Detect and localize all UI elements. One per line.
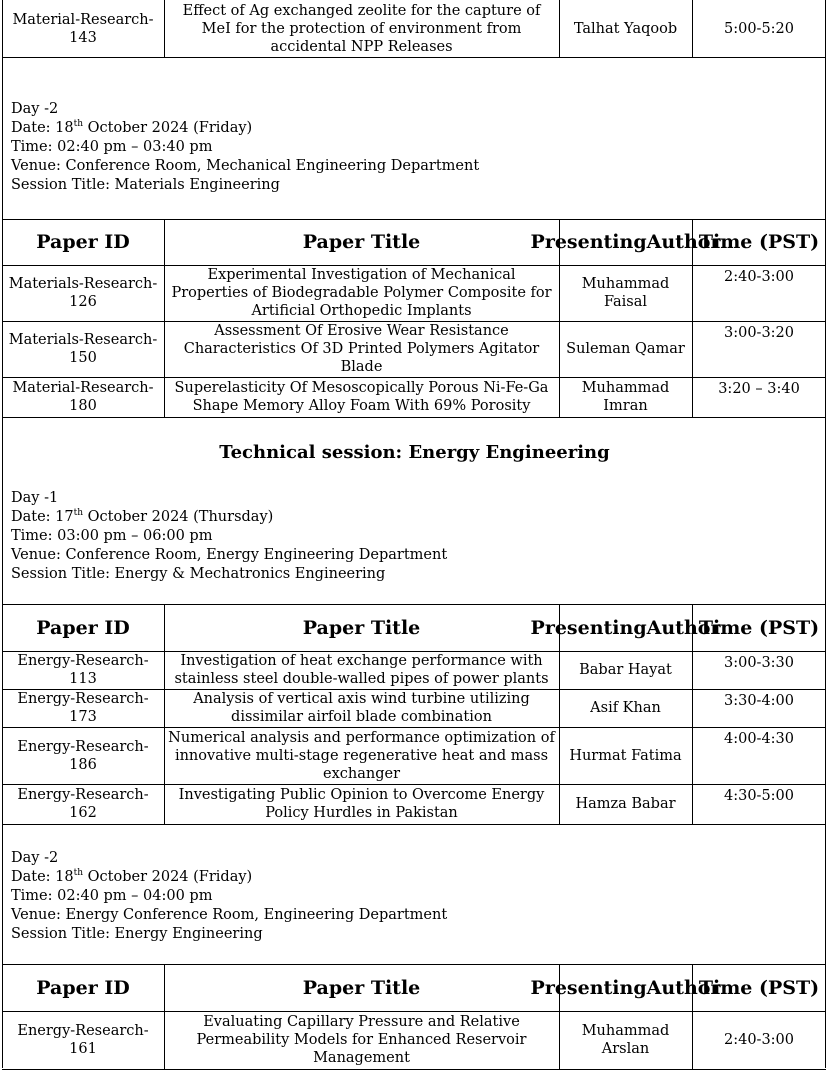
header-author-line1: Presenting	[530, 976, 647, 999]
date-line	[11, 119, 252, 138]
column-rule	[559, 689, 560, 727]
column-rule	[559, 265, 560, 321]
column-rule	[559, 964, 560, 1011]
venue-line: Venue: Conference Room, Mechanical Engineering Department	[11, 158, 480, 174]
column-rule	[164, 321, 165, 377]
date-ordinal: th	[73, 868, 84, 879]
date-prefix: Date: 18	[11, 120, 74, 136]
header-time: Time (PST)	[698, 231, 820, 253]
paper-title-cell: Experimental Investigation of Mechanical Properties of Biodegradable Polymer Composite for Artificial Orthopedic Implants	[171, 267, 552, 319]
column-rule	[559, 651, 560, 689]
paper-id-cell: Materials-Research-126	[8, 276, 158, 310]
column-rule	[692, 321, 693, 377]
author-cell: Hamza Babar	[575, 796, 676, 812]
date-suffix: October 2024 (Thursday)	[83, 509, 274, 525]
column-rule	[692, 0, 693, 57]
date-line	[11, 508, 273, 527]
column-rule	[692, 1011, 693, 1069]
session-title-line: Session Title: Energy Engineering	[11, 926, 263, 942]
author-cell: Muhammad Faisal	[581, 276, 670, 310]
paper-id-cell: Energy-Research-186	[17, 738, 149, 773]
author-cell: Hurmat Fatima	[569, 747, 682, 764]
venue-line: Venue: Conference Room, Energy Engineering Department	[11, 547, 448, 563]
date-ordinal: th	[73, 508, 84, 519]
column-rule	[559, 784, 560, 824]
column-rule	[164, 1011, 165, 1069]
column-rule	[164, 219, 165, 265]
column-rule	[692, 219, 693, 265]
day-label: Day -1	[11, 490, 59, 506]
header-paper-title: Paper Title	[302, 976, 421, 999]
paper-id-cell: Energy-Research-173	[17, 691, 149, 725]
header-author-line1: Presenting	[530, 616, 647, 639]
header-author-line2: Author	[646, 616, 721, 639]
column-rule	[559, 219, 560, 265]
header-presenting-author	[530, 604, 721, 651]
header-paper-title: Paper Title	[302, 616, 421, 639]
time-cell: 3:30-4:00	[723, 693, 795, 709]
time-line: Time: 03:00 pm – 06:00 pm	[11, 528, 213, 544]
header-presenting-author	[530, 219, 721, 265]
header-paper-id: Paper ID	[36, 616, 130, 639]
column-rule	[164, 265, 165, 321]
paper-title-cell: Investigation of heat exchange performance with stainless steel double-walled pipes of power plants	[174, 653, 549, 687]
header-author-line2: Author	[646, 976, 721, 999]
column-rule	[559, 604, 560, 651]
time-cell: 5:00-5:20	[723, 20, 795, 37]
header-presenting-author	[530, 964, 721, 1011]
column-rule	[164, 0, 165, 57]
column-rule	[164, 689, 165, 727]
paper-title-cell: Analysis of vertical axis wind turbine utilizing dissimilar airfoil blade combination	[193, 691, 530, 725]
section-banner: Technical session: Energy Engineering	[219, 442, 610, 463]
session-title-line: Session Title: Energy & Mechatronics Engineering	[11, 566, 386, 582]
column-rule	[559, 321, 560, 377]
paper-title-cell: Effect of Ag exchanged zeolite for the capture of MeI for the protection of environment from accidental NPP Releases	[182, 2, 541, 55]
column-rule	[164, 784, 165, 824]
date-suffix: October 2024 (Friday)	[83, 120, 253, 136]
session-title-line: Session Title: Materials Engineering	[11, 177, 280, 193]
paper-id-cell: Material-Research-180	[12, 380, 154, 414]
time-cell: 4:00-4:30	[723, 731, 795, 747]
paper-title-cell: Investigating Public Opinion to Overcome Energy Policy Hurdles in Pakistan	[178, 787, 545, 821]
paper-title-cell: Numerical analysis and performance optimization of innovative multi-stage regenerative heat and mass exchanger	[168, 729, 555, 782]
time-cell: 3:20 – 3:40	[718, 381, 800, 397]
date-prefix: Date: 18	[11, 869, 74, 885]
date-suffix: October 2024 (Friday)	[83, 869, 253, 885]
column-rule	[692, 727, 693, 784]
column-rule	[164, 651, 165, 689]
author-cell: Suleman Qamar	[566, 341, 685, 357]
paper-id-cell: Material-Research-143	[12, 11, 154, 46]
column-rule	[692, 265, 693, 321]
column-rule	[164, 727, 165, 784]
time-cell: 3:00-3:30	[723, 655, 795, 671]
day-label: Day -2	[11, 101, 59, 117]
date-ordinal: th	[73, 119, 84, 130]
column-rule	[692, 784, 693, 824]
header-author-line2: Author	[646, 231, 721, 253]
time-line: Time: 02:40 pm – 04:00 pm	[11, 888, 213, 904]
time-cell: 2:40-3:00	[723, 269, 795, 285]
column-rule	[692, 689, 693, 727]
table-rule	[2, 417, 826, 418]
author-cell: Muhammad Imran	[581, 380, 670, 414]
column-rule	[164, 377, 165, 417]
time-cell: 2:40-3:00	[723, 1032, 795, 1048]
paper-title-cell: Evaluating Capillary Pressure and Relative Permeability Models for Enhanced Reservoir Management	[196, 1014, 527, 1066]
time-line: Time: 02:40 pm – 03:40 pm	[11, 139, 213, 155]
column-rule	[692, 604, 693, 651]
date-line	[11, 868, 252, 887]
table-rule	[2, 57, 826, 58]
paper-id-cell: Energy-Research-113	[17, 653, 149, 687]
header-time: Time (PST)	[698, 616, 820, 639]
column-rule	[692, 964, 693, 1011]
column-rule	[692, 651, 693, 689]
day-label: Day -2	[11, 850, 59, 866]
date-prefix: Date: 17	[11, 509, 74, 525]
header-paper-title: Paper Title	[302, 231, 421, 253]
column-rule	[559, 727, 560, 784]
header-paper-id: Paper ID	[36, 231, 130, 253]
paper-id-cell: Energy-Research-161	[17, 1023, 149, 1057]
paper-id-cell: Energy-Research-162	[17, 787, 149, 821]
paper-title-cell: Assessment Of Erosive Wear Resistance Characteristics Of 3D Printed Polymers Agitator Blade	[183, 323, 540, 375]
column-rule	[559, 377, 560, 417]
header-time: Time (PST)	[698, 976, 820, 999]
table-rule	[2, 824, 826, 825]
paper-title-cell: Superelasticity Of Mesoscopically Porous Ni-Fe-Ga Shape Memory Alloy Foam With 69% Porosity	[174, 380, 549, 414]
venue-line: Venue: Energy Conference Room, Engineering Department	[11, 907, 448, 923]
time-cell: 3:00-3:20	[723, 325, 795, 341]
paper-id-cell: Materials-Research-150	[8, 332, 158, 366]
header-paper-id: Paper ID	[36, 976, 130, 999]
column-rule	[559, 1011, 560, 1069]
column-rule	[164, 604, 165, 651]
time-cell: 4:30-5:00	[723, 788, 795, 804]
column-rule	[164, 964, 165, 1011]
author-cell: Babar Hayat	[579, 662, 672, 678]
column-rule	[559, 0, 560, 57]
header-author-line1: Presenting	[530, 231, 647, 253]
author-cell: Muhammad Arslan	[581, 1023, 670, 1057]
author-cell: Talhat Yaqoob	[573, 20, 678, 37]
column-rule	[692, 377, 693, 417]
author-cell: Asif Khan	[590, 700, 661, 716]
